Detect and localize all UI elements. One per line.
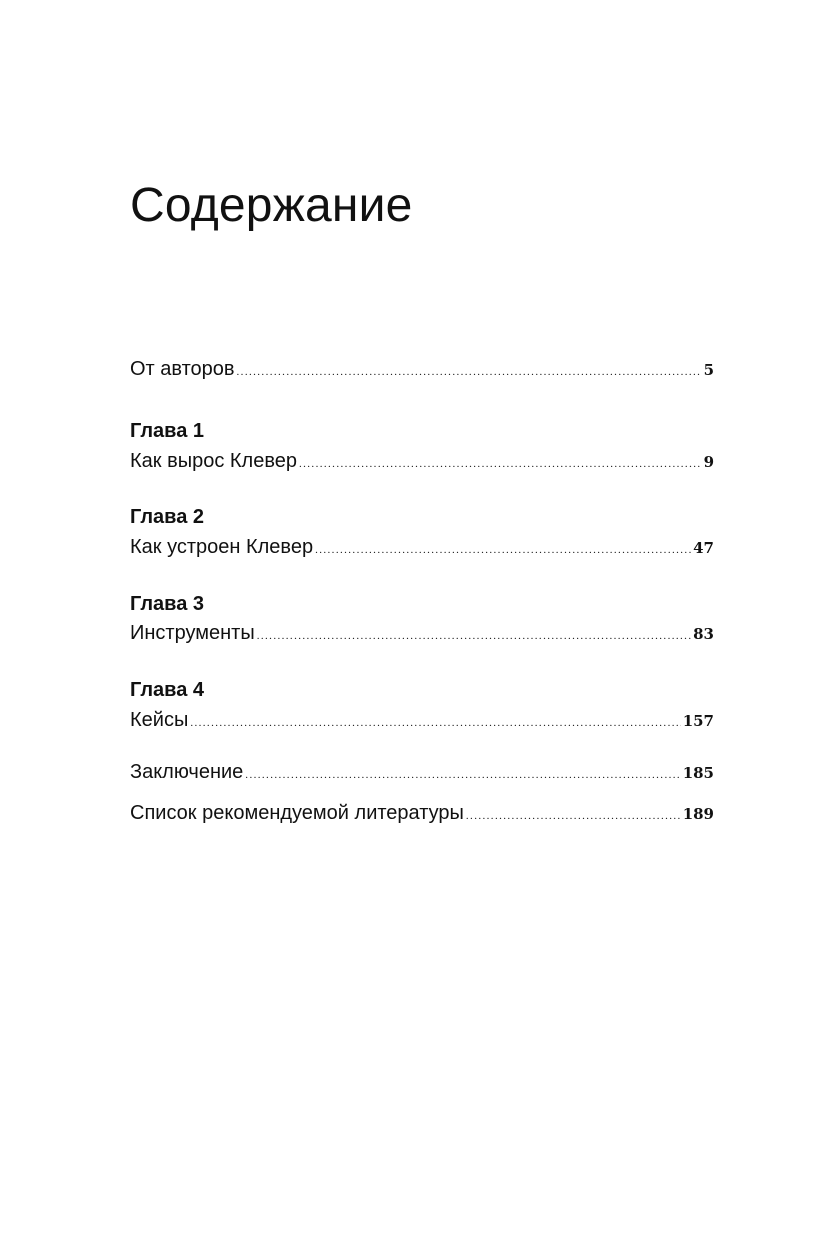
chapter-label: Глава 2 — [130, 506, 205, 528]
toc-page-number: 47 — [693, 539, 714, 557]
dot-leader — [245, 769, 680, 781]
dot-leader — [299, 458, 702, 470]
toc-entry-title: Заключение — [130, 761, 244, 783]
dot-leader — [466, 810, 681, 822]
toc-entry-title: Кейсы — [130, 709, 189, 731]
dot-leader — [315, 544, 691, 556]
toc-page-number: 185 — [682, 764, 714, 782]
toc-entry-title: Список рекомендуемой литературы — [130, 802, 464, 824]
dot-leader — [190, 717, 680, 729]
toc-page-number: 5 — [703, 361, 714, 379]
toc-page-number: 157 — [682, 712, 714, 730]
toc-entry-bibliography[interactable] — [130, 802, 714, 830]
toc-entry-title: Как вырос Клевер — [130, 450, 297, 472]
toc-entry-title: Как устроен Клевер — [130, 536, 314, 558]
toc-entry-chapter-1[interactable] — [130, 450, 714, 478]
toc-entry-chapter-3[interactable] — [130, 622, 714, 650]
chapter-label: Глава 3 — [130, 593, 205, 615]
toc-entry-title: От авторов — [130, 358, 235, 380]
toc-entry-conclusion[interactable] — [130, 761, 714, 789]
dot-leader — [237, 366, 702, 378]
chapter-label: Глава 1 — [130, 420, 205, 442]
toc-page-number: 189 — [682, 805, 714, 823]
toc-page-number: 83 — [693, 625, 714, 643]
dot-leader — [257, 630, 691, 642]
chapter-label: Глава 4 — [130, 679, 205, 701]
toc-entry-preface[interactable] — [130, 358, 714, 386]
toc-entry-chapter-4[interactable] — [130, 709, 714, 737]
toc-entry-title: Инструменты — [130, 622, 255, 644]
toc-page-number: 9 — [703, 453, 714, 471]
toc-entry-chapter-2[interactable] — [130, 536, 714, 564]
page-title: Содержание — [130, 179, 413, 232]
